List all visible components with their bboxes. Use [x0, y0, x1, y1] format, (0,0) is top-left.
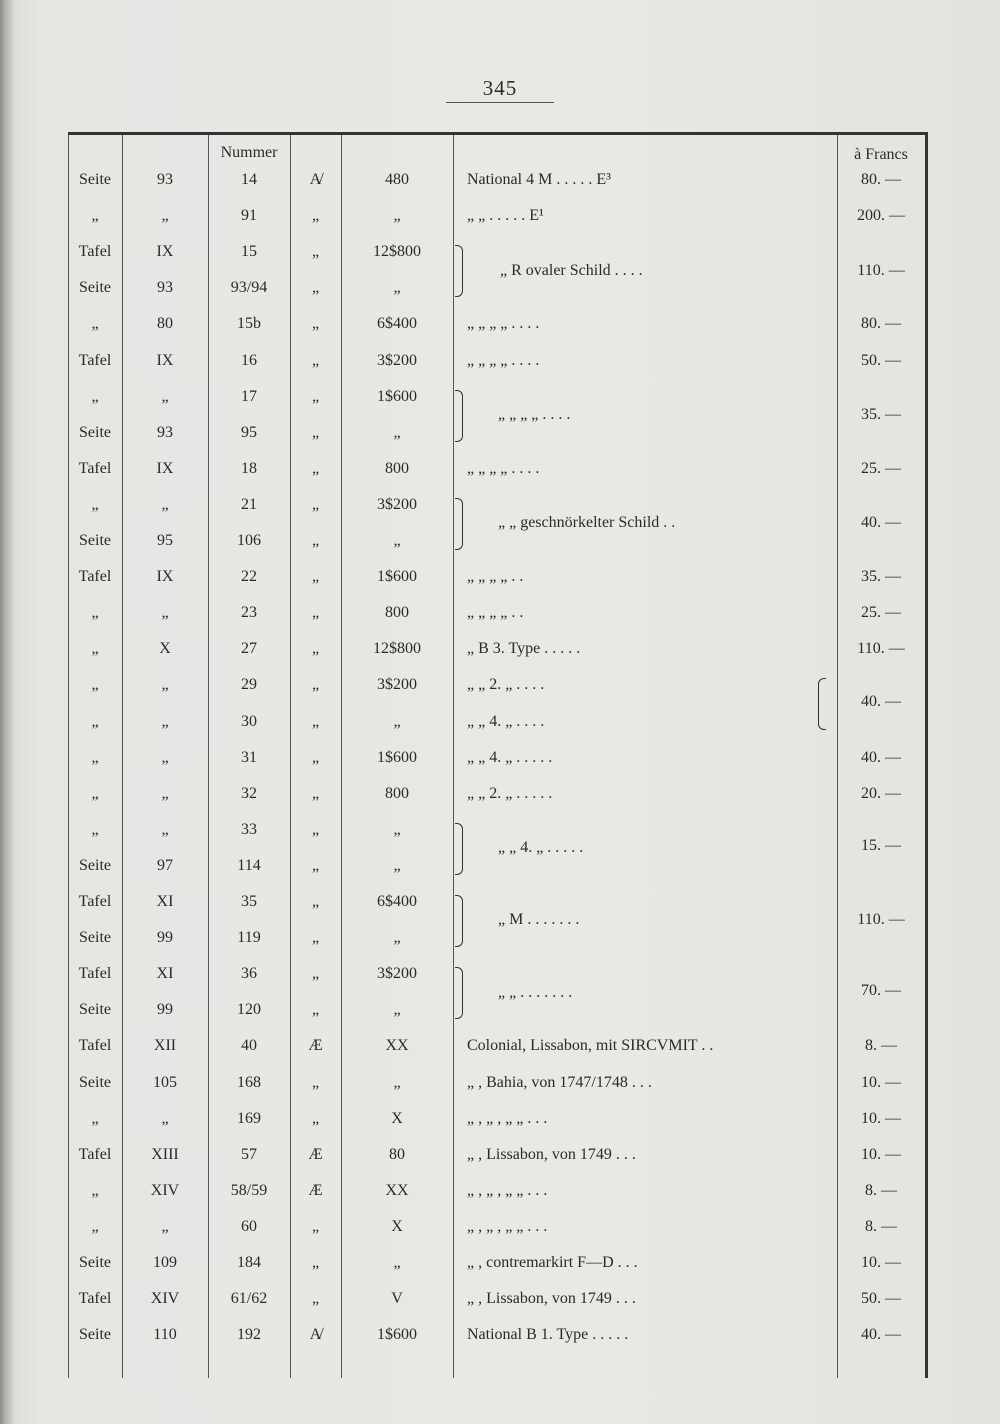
price-cell: 40. — [861, 1326, 901, 1343]
number-cell: 58/59 [230, 1182, 268, 1199]
value-cell: 800 [385, 604, 409, 621]
table-row [68, 992, 925, 1028]
merged-price: 40. — [861, 514, 901, 531]
price-cell: 25. — [861, 460, 901, 477]
description-cell: „ „ 2. „ . . . . [467, 676, 545, 693]
table-right-rule [925, 132, 928, 1378]
value-cell: XX [385, 1037, 409, 1054]
metal-cell: „ [311, 1290, 320, 1307]
value-cell: „ [393, 1254, 401, 1271]
plate-cell: IX [156, 460, 174, 477]
row-label: Tafel [78, 1037, 112, 1054]
value-cell: „ [393, 532, 401, 549]
description-cell: National 4 M . . . . . E³ [467, 171, 611, 188]
number-cell: 17 [241, 388, 257, 405]
table-row [68, 198, 925, 234]
plate-cell: „ [161, 713, 169, 730]
plate-cell: XI [156, 893, 174, 910]
description-cell: „ , contremarkirt F—D . . . [467, 1254, 638, 1271]
plate-cell: IX [156, 243, 174, 260]
table-row [68, 379, 925, 415]
price-cell: 8. — [865, 1037, 897, 1054]
number-cell: 18 [241, 460, 257, 477]
number-cell: 35 [241, 893, 257, 910]
merged-price: 35. — [861, 406, 901, 423]
number-cell: 168 [237, 1074, 261, 1091]
description-cell: Colonial, Lissabon, mit SIRCVMIT . . [467, 1037, 714, 1054]
merged-description: „ „ geschnörkelter Schild . . [498, 514, 676, 531]
number-cell: 29 [241, 676, 257, 693]
row-label: „ [91, 207, 99, 224]
row-group-brace [455, 895, 463, 947]
table-row [68, 812, 925, 848]
table-row [68, 667, 925, 703]
metal-cell: „ [311, 352, 320, 369]
table-row [68, 1281, 925, 1317]
plate-cell: IX [156, 352, 174, 369]
book-spine-edge [0, 0, 14, 1424]
merged-description: „ „ „ „ . . . . [498, 406, 571, 423]
price-cell: 10. — [861, 1254, 901, 1271]
row-label: Seite [79, 1254, 111, 1271]
row-group-brace [455, 823, 463, 875]
description-cell: „ „ 4. „ . . . . . [467, 749, 553, 766]
row-label: Seite [79, 1074, 111, 1091]
plate-cell: 80 [157, 315, 173, 332]
plate-cell: 110 [153, 1326, 177, 1343]
number-cell: 21 [241, 496, 257, 513]
plate-cell: 105 [153, 1074, 177, 1091]
value-cell: 80 [389, 1146, 405, 1163]
number-cell: 120 [237, 1001, 261, 1018]
table-row [68, 1101, 925, 1137]
metal-cell: Æ [308, 1146, 323, 1163]
metal-cell: „ [311, 496, 320, 513]
table-row [68, 595, 925, 631]
row-group-brace [818, 678, 826, 730]
plate-cell: „ [161, 604, 169, 621]
price-cell: 8. — [865, 1218, 897, 1235]
price-cell: 50. — [861, 1290, 901, 1307]
description-cell: „ , Lissabon, von 1749 . . . [467, 1290, 636, 1307]
number-cell: 192 [237, 1326, 261, 1343]
plate-cell: 93 [157, 424, 173, 441]
value-cell: „ [393, 929, 401, 946]
merged-description: „ „ 4. „ . . . . . [498, 839, 584, 856]
value-cell: „ [393, 279, 401, 296]
number-cell: 57 [241, 1146, 257, 1163]
metal-cell: „ [311, 785, 320, 802]
table-row [68, 884, 925, 920]
value-cell: 12$800 [373, 640, 421, 657]
description-cell: „ , Lissabon, von 1749 . . . [467, 1146, 636, 1163]
table-row [68, 776, 925, 812]
table-row [68, 559, 925, 595]
metal-cell: A̸ [309, 1326, 322, 1343]
table-row [68, 1065, 925, 1101]
metal-cell: „ [311, 893, 320, 910]
metal-cell: „ [311, 929, 320, 946]
number-cell: 27 [241, 640, 257, 657]
description-cell: National B 1. Type . . . . . [467, 1326, 629, 1343]
row-label: Seite [79, 929, 111, 946]
price-cell: 35. — [861, 568, 901, 585]
row-label: „ [91, 315, 99, 332]
row-group-brace [455, 498, 463, 550]
row-label: Seite [79, 424, 111, 441]
value-cell: 1$600 [377, 749, 417, 766]
number-cell: 14 [241, 171, 257, 188]
number-cell: 60 [241, 1218, 257, 1235]
merged-description: „ M . . . . . . . [498, 911, 580, 928]
table-row [68, 415, 925, 451]
price-cell: 20. — [861, 785, 901, 802]
number-cell: 91 [241, 207, 257, 224]
metal-cell: A̸ [309, 171, 322, 188]
metal-cell: „ [311, 1110, 320, 1127]
description-cell: „ „ 2. „ . . . . . [467, 785, 553, 802]
plate-cell: „ [161, 676, 169, 693]
plate-cell: „ [161, 1110, 169, 1127]
value-cell: 1$600 [377, 1326, 417, 1343]
description-cell: „ „ „ „ . . . . [467, 352, 540, 369]
table-row [68, 1317, 925, 1353]
description-cell: „ , „ , „ „ . . . [467, 1182, 548, 1199]
merged-price: 110. — [857, 911, 905, 928]
value-cell: 3$200 [377, 676, 417, 693]
row-label: Seite [79, 532, 111, 549]
metal-cell: „ [311, 388, 320, 405]
value-cell: 1$600 [377, 568, 417, 585]
description-cell: „ „ 4. „ . . . . [467, 713, 545, 730]
row-label: „ [91, 1182, 99, 1199]
value-cell: 480 [385, 171, 409, 188]
row-label: Seite [79, 1001, 111, 1018]
plate-cell: 93 [157, 279, 173, 296]
value-cell: „ [393, 713, 401, 730]
row-label: „ [91, 1110, 99, 1127]
row-label: „ [91, 604, 99, 621]
plate-cell: IX [156, 568, 174, 585]
merged-price: 15. — [861, 837, 901, 854]
metal-cell: „ [311, 568, 320, 585]
number-cell: 22 [241, 568, 257, 585]
table-row [68, 306, 925, 342]
metal-cell: „ [311, 279, 320, 296]
description-cell: „ „ „ „ . . . . [467, 460, 540, 477]
row-label: Seite [79, 1326, 111, 1343]
row-label: Tafel [78, 1146, 112, 1163]
table-row [68, 1173, 925, 1209]
description-cell: „ , „ , „ „ . . . [467, 1110, 548, 1127]
description-cell: „ , Bahia, von 1747/1748 . . . [467, 1074, 652, 1091]
number-cell: 33 [241, 821, 257, 838]
number-cell: 184 [237, 1254, 261, 1271]
table-row [68, 704, 925, 740]
number-cell: 114 [237, 857, 261, 874]
plate-cell: 109 [153, 1254, 177, 1271]
price-cell: 110. — [857, 640, 905, 657]
plate-cell: „ [161, 749, 169, 766]
table-row [68, 523, 925, 559]
table-row [68, 162, 925, 198]
price-cell: 25. — [861, 604, 901, 621]
row-label: „ [91, 676, 99, 693]
number-cell: 93/94 [230, 279, 268, 296]
value-cell: „ [393, 857, 401, 874]
value-cell: „ [393, 1074, 401, 1091]
row-label: Tafel [78, 352, 112, 369]
table-row [68, 1245, 925, 1281]
plate-cell: XIV [150, 1182, 180, 1199]
number-cell: 119 [237, 929, 261, 946]
value-cell: 3$200 [377, 496, 417, 513]
value-cell: 800 [385, 785, 409, 802]
plate-cell: „ [161, 207, 169, 224]
metal-cell: „ [311, 1001, 320, 1018]
row-label: „ [91, 640, 99, 657]
row-label: „ [91, 749, 99, 766]
merged-description: „ R ovaler Schild . . . . [500, 262, 643, 279]
row-label: „ [91, 785, 99, 802]
row-label: Tafel [78, 1290, 112, 1307]
metal-cell: „ [311, 424, 320, 441]
value-cell: V [391, 1290, 403, 1307]
table-row [68, 1028, 925, 1064]
plate-cell: „ [161, 821, 169, 838]
number-cell: 106 [237, 532, 261, 549]
plate-cell: XIV [150, 1290, 180, 1307]
number-cell: 31 [241, 749, 257, 766]
value-cell: XX [385, 1182, 409, 1199]
metal-cell: „ [311, 1254, 320, 1271]
plate-cell: „ [161, 496, 169, 513]
description-cell: „ „ „ „ . . [467, 604, 524, 621]
plate-cell: „ [161, 1218, 169, 1235]
number-cell: 32 [241, 785, 257, 802]
price-column-header: à Francs [854, 146, 908, 163]
metal-cell: „ [311, 857, 320, 874]
table-row [68, 451, 925, 487]
metal-cell: „ [311, 532, 320, 549]
page-number: 345 [482, 76, 518, 100]
merged-price: 70. — [861, 982, 901, 999]
value-cell: 12$800 [373, 243, 421, 260]
description-cell: „ B 3. Type . . . . . [467, 640, 581, 657]
row-label: „ [91, 713, 99, 730]
number-cell: 23 [241, 604, 257, 621]
row-label: „ [91, 821, 99, 838]
table-row [68, 487, 925, 523]
value-cell: 3$200 [377, 352, 417, 369]
plate-cell: 99 [157, 929, 173, 946]
row-label: „ [91, 496, 99, 513]
metal-cell: „ [311, 965, 320, 982]
table-row [68, 1137, 925, 1173]
merged-price: 40. — [861, 693, 901, 710]
metal-cell: „ [311, 749, 320, 766]
description-cell: „ „ „ „ . . . . [467, 315, 540, 332]
price-cell: 10. — [861, 1110, 901, 1127]
number-column-header: Nummer [220, 144, 278, 161]
price-cell: 80. — [861, 171, 901, 188]
row-label: Tafel [78, 460, 112, 477]
value-cell: „ [393, 821, 401, 838]
table-row [68, 848, 925, 884]
table-row [68, 270, 925, 306]
number-cell: 15b [237, 315, 261, 332]
metal-cell: „ [311, 1218, 320, 1235]
row-group-brace [455, 245, 463, 297]
row-group-brace [455, 390, 463, 442]
value-cell: X [391, 1218, 403, 1235]
value-cell: 6$400 [377, 315, 417, 332]
number-cell: 36 [241, 965, 257, 982]
metal-cell: „ [311, 713, 320, 730]
number-cell: 40 [241, 1037, 257, 1054]
row-label: Tafel [78, 893, 112, 910]
merged-price: 110. — [857, 262, 905, 279]
value-cell: 1$600 [377, 388, 417, 405]
value-cell: „ [393, 207, 401, 224]
metal-cell: „ [311, 315, 320, 332]
metal-cell: „ [311, 207, 320, 224]
row-label: Tafel [78, 568, 112, 585]
row-label: Tafel [78, 965, 112, 982]
plate-cell: XIII [151, 1146, 179, 1163]
metal-cell: Æ [308, 1182, 323, 1199]
price-cell: 80. — [861, 315, 901, 332]
row-label: „ [91, 388, 99, 405]
merged-description: „ „ . . . . . . . [498, 984, 573, 1001]
value-cell: „ [393, 1001, 401, 1018]
number-cell: 15 [241, 243, 257, 260]
value-cell: 3$200 [377, 965, 417, 982]
page-number-rule [446, 102, 554, 103]
description-cell: „ „ „ „ . . [467, 568, 524, 585]
metal-cell: „ [311, 460, 320, 477]
plate-cell: „ [161, 388, 169, 405]
row-label: Tafel [78, 243, 112, 260]
value-cell: „ [393, 424, 401, 441]
row-group-brace [455, 967, 463, 1019]
metal-cell: Æ [308, 1037, 323, 1054]
metal-cell: „ [311, 1074, 320, 1091]
value-cell: X [391, 1110, 403, 1127]
table-row [68, 234, 925, 270]
row-label: „ [91, 1218, 99, 1235]
price-cell: 50. — [861, 352, 901, 369]
number-cell: 169 [237, 1110, 261, 1127]
number-cell: 95 [241, 424, 257, 441]
row-label: Seite [79, 279, 111, 296]
metal-cell: „ [311, 604, 320, 621]
price-cell: 10. — [861, 1074, 901, 1091]
number-cell: 16 [241, 352, 257, 369]
row-label: Seite [79, 171, 111, 188]
price-cell: 200. — [857, 207, 905, 224]
metal-cell: „ [311, 243, 320, 260]
price-cell: 8. — [865, 1182, 897, 1199]
table-row [68, 343, 925, 379]
table-row [68, 740, 925, 776]
metal-cell: „ [311, 676, 320, 693]
table-top-rule [68, 132, 928, 135]
row-label: Seite [79, 857, 111, 874]
price-cell: 40. — [861, 749, 901, 766]
description-cell: „ „ . . . . . E¹ [467, 207, 544, 224]
plate-cell: XII [153, 1037, 177, 1054]
table-row [68, 920, 925, 956]
number-cell: 30 [241, 713, 257, 730]
plate-cell: 95 [157, 532, 173, 549]
description-cell: „ , „ , „ „ . . . [467, 1218, 548, 1235]
table-row [68, 631, 925, 667]
number-cell: 61/62 [230, 1290, 268, 1307]
metal-cell: „ [311, 640, 320, 657]
plate-cell: 99 [157, 1001, 173, 1018]
plate-cell: 93 [157, 171, 173, 188]
plate-cell: 97 [157, 857, 173, 874]
value-cell: 800 [385, 460, 409, 477]
plate-cell: XI [156, 965, 174, 982]
table-row [68, 956, 925, 992]
metal-cell: „ [311, 821, 320, 838]
plate-cell: „ [161, 785, 169, 802]
price-cell: 10. — [861, 1146, 901, 1163]
table-row [68, 1209, 925, 1245]
plate-cell: X [159, 640, 171, 657]
value-cell: 6$400 [377, 893, 417, 910]
